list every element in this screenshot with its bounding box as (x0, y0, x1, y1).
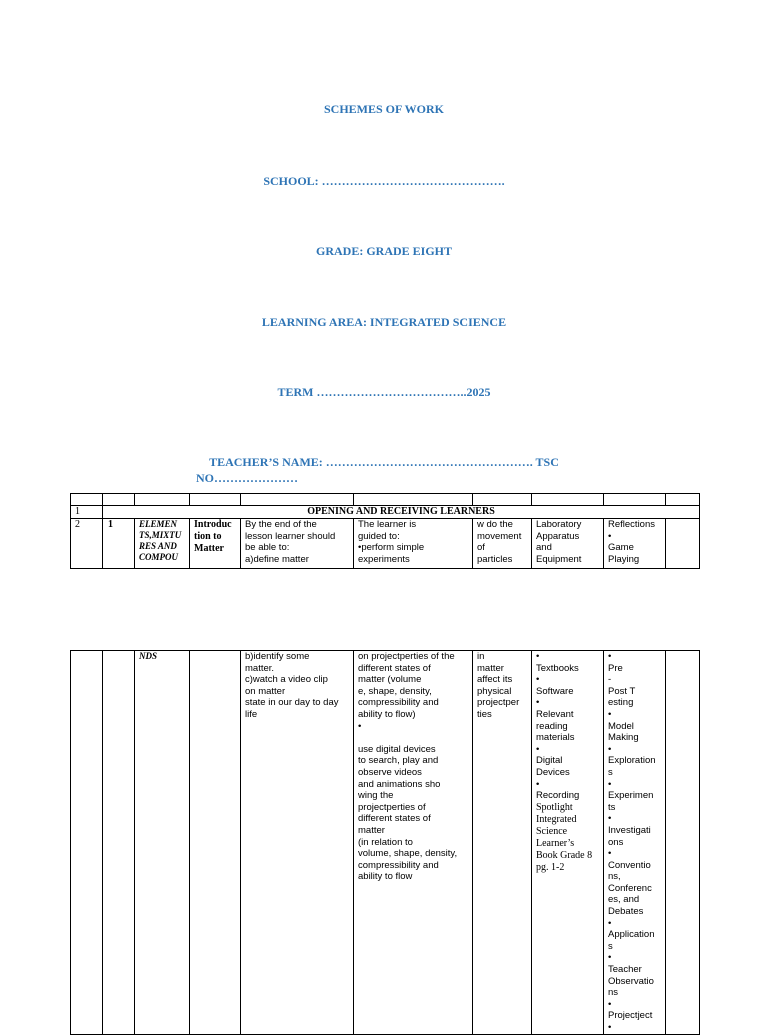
text-line: • (536, 697, 540, 709)
text-line: Introduc (194, 519, 232, 530)
scheme-table-continued (70, 650, 700, 1035)
table-header-row (71, 494, 700, 506)
scheme-table-top (70, 493, 700, 569)
text-line: Conventio (608, 859, 651, 871)
resources-cell (532, 519, 604, 569)
text-line: Model (608, 720, 634, 732)
text-line: • (608, 917, 612, 929)
text-line: physical (477, 685, 512, 697)
school-line: SCHOOL: ………………………………………. (263, 174, 505, 188)
tsc-number-line: NO………………… (196, 471, 298, 485)
text-line: • (608, 743, 612, 755)
text-line: particles (477, 553, 513, 565)
document-title: SCHEMES OF WORK (323, 102, 445, 116)
table-row (71, 651, 700, 1035)
text-line: guided to: (358, 530, 400, 542)
resources-list (536, 651, 599, 802)
text-line: Laboratory (536, 519, 582, 530)
text-line: Devices (536, 766, 570, 778)
text-line: matter (358, 824, 385, 836)
text-line: Integrated (536, 813, 577, 825)
learning-area-line: LEARNING AREA: INTEGRATED SCIENCE (261, 315, 507, 329)
text-line: affect its (477, 674, 513, 686)
text-line: volume, shape, density, (358, 848, 458, 860)
strand-cell (135, 651, 190, 1035)
text-line: • (608, 952, 612, 964)
assessment-cell (604, 519, 666, 569)
text-line: tion to (194, 531, 222, 542)
lesson-cell: 1 (103, 519, 135, 569)
text-line: Debates (608, 906, 644, 918)
text-line: Digital (536, 755, 563, 767)
text-line: on projectperties of the (358, 651, 455, 662)
text-line: of (477, 542, 485, 554)
inquiry-question-cell (473, 519, 532, 569)
text-line: pg. 1-2 (536, 861, 565, 873)
text-line: Playing (608, 553, 640, 565)
grade-line: GRADE: GRADE EIGHT (315, 244, 452, 258)
text-line: observe videos (358, 766, 422, 778)
text-line: Exploration (608, 755, 656, 767)
remarks-cell (666, 519, 700, 569)
text-line: • (536, 778, 540, 790)
text-line: Post T (608, 685, 636, 697)
text-line: and animations sho (358, 778, 441, 790)
text-line: b)identify some (245, 651, 310, 662)
text-line: Conferenc (608, 882, 652, 894)
teacher-name-line: TEACHER’S NAME: ……………………………………………. TSC (209, 455, 559, 469)
text-line: NDS (139, 651, 158, 661)
text-line: Teacher (608, 964, 642, 976)
text-line: Game (608, 542, 634, 554)
text-line: state in our day to day (245, 697, 339, 709)
text-line: • (608, 708, 612, 720)
text-line: compressibility and (358, 859, 439, 871)
text-line: Apparatus (536, 530, 580, 542)
week-cell: 2 (71, 519, 103, 569)
text-line: TS,MIXTU (139, 530, 182, 540)
text-line: and (536, 542, 552, 554)
text-line: matter. (245, 662, 275, 674)
text-line: Relevant (536, 708, 574, 720)
text-line: be able to: (245, 542, 290, 554)
resources-cell (532, 651, 604, 1035)
text-line: ties (477, 708, 492, 720)
text-line (358, 732, 468, 744)
text-line: Spotlight (536, 801, 573, 813)
text-line: COMPOU (139, 552, 179, 562)
text-line: to search, play and (358, 755, 439, 767)
reference-book (536, 802, 599, 874)
text-line: Software (536, 685, 574, 697)
text-line: Investigati (608, 824, 651, 836)
assessment-cell (604, 651, 666, 1035)
text-line: compressibility and (358, 697, 439, 709)
text-line: • (608, 651, 612, 662)
text-line: • (608, 530, 612, 542)
text-line: Application (608, 929, 655, 941)
text-line: reading (536, 720, 568, 732)
text-line: on matter (245, 685, 286, 697)
text-line: • (608, 813, 612, 825)
text-line: Projectject (608, 1010, 653, 1022)
text-line: projectperties of (358, 801, 426, 813)
text-line: Book Grade 8 (536, 849, 593, 861)
text-line: a)define matter (245, 553, 309, 565)
text-line: projectper (477, 697, 520, 709)
text-line: ability to flow (358, 871, 413, 883)
text-line: Reflections (608, 519, 655, 530)
text-line: matter (volume (358, 674, 422, 686)
text-line: use digital devices (358, 743, 436, 755)
text-line: ability to flow) (358, 708, 416, 720)
text-line: e, shape, density, (358, 685, 432, 697)
text-line: • (536, 743, 540, 755)
text-line: •perform simple (358, 542, 425, 554)
text-line: Recording (536, 790, 580, 802)
text-line: lesson learner should (245, 530, 336, 542)
text-line: - (608, 674, 612, 686)
week-cell (71, 651, 103, 1035)
text-line: s (608, 940, 613, 952)
text-line: • (608, 778, 612, 790)
lesson-cell (103, 651, 135, 1035)
text-line: life (245, 708, 258, 720)
table-row (71, 506, 700, 519)
text-line: Science (536, 825, 568, 837)
learning-outcomes-cell (241, 651, 354, 1035)
text-line: ELEMEN (139, 519, 178, 529)
text-line: The learner is (358, 519, 417, 530)
text-line: es, and (608, 894, 640, 906)
text-line: s (608, 766, 613, 778)
learning-experiences-cell (354, 519, 473, 569)
inquiry-question-cell (473, 651, 532, 1035)
text-line: • (536, 674, 540, 686)
text-line: • (358, 720, 362, 732)
text-line: • (608, 848, 612, 860)
sub-strand-cell (190, 651, 241, 1035)
remarks-cell (666, 651, 700, 1035)
text-line: materials (536, 732, 575, 744)
text-line: Pre (608, 662, 623, 674)
table-row (71, 519, 700, 569)
text-line: (in relation to (358, 836, 413, 848)
text-line: ns, (608, 871, 621, 883)
learning-experiences-cell (354, 651, 473, 1035)
sub-strand-cell (190, 519, 241, 569)
text-line: in (477, 651, 485, 662)
text-line: Textbooks (536, 662, 579, 674)
text-line: wing the (358, 790, 394, 802)
text-line: movement (477, 530, 522, 542)
text-line: By the end of the (245, 519, 317, 530)
text-line: Making (608, 732, 639, 744)
text-line: RES AND (139, 541, 177, 551)
text-line: different states of (358, 662, 431, 674)
strand-cell (135, 519, 190, 569)
term-line: TERM ………………………………..2025 (277, 385, 491, 399)
learning-outcomes-cell (241, 519, 354, 569)
text-line: ns (608, 987, 619, 999)
text-line: ts (608, 801, 616, 813)
opening-row-text: OPENING AND RECEIVING LEARNERS (103, 506, 700, 519)
text-line: • (536, 651, 540, 662)
text-line: ons (608, 836, 624, 848)
text-line: Learner’s (536, 837, 575, 849)
text-line: Matter (194, 543, 224, 554)
text-line: esting (608, 697, 634, 709)
text-line: w do the (477, 519, 513, 530)
text-line: Observatio (608, 975, 654, 987)
text-line: • (608, 998, 612, 1010)
text-line: c)watch a video clip (245, 674, 328, 686)
text-line: • (608, 1022, 612, 1033)
text-line: different states of (358, 813, 431, 825)
text-line: experiments (358, 553, 410, 565)
text-line: matter (477, 662, 504, 674)
row-number: 1 (71, 506, 103, 519)
text-line: Equipment (536, 553, 582, 565)
text-line: Experimen (608, 790, 654, 802)
